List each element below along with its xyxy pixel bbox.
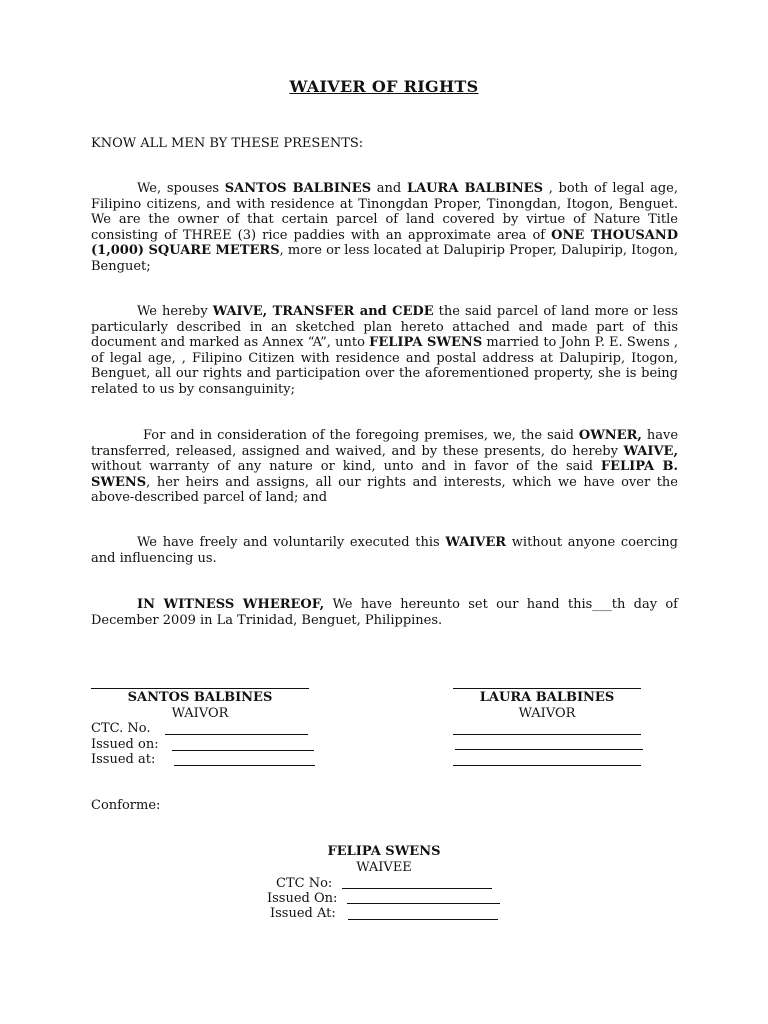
bold-run: FELIPA B. SWENS xyxy=(91,459,678,490)
bold-run: LAURA BALBINES xyxy=(406,181,543,196)
issued-at-label-waivee: Issued At: xyxy=(270,906,336,921)
bold-run: OWNER, xyxy=(578,428,642,443)
ctc-row-left xyxy=(91,721,150,737)
waivee-name: FELIPA SWENS xyxy=(327,844,441,859)
text-run: We have freely and voluntarily executed this xyxy=(137,535,446,550)
issued-at-row-left xyxy=(91,752,155,768)
text-run: have transferred, released, assigned and waived, and by these presents, do hereby xyxy=(91,428,679,459)
text-run: We have hereunto set our hand this___th day of December 2009 in La Trinidad, Benguet, Philippines. xyxy=(91,597,678,628)
signature-line-left[interactable] xyxy=(91,688,309,689)
signature-line-right[interactable] xyxy=(453,688,641,689)
paragraph-witness xyxy=(91,597,678,628)
text-run: the said parcel of land more or less particularly described in an sketched plan hereto attached and made part of this document and marked as Annex “A”, unto xyxy=(91,304,678,350)
ctc-label-left: CTC. No. xyxy=(91,721,151,736)
paragraph-consideration xyxy=(91,428,678,506)
bold-run: WAIVER xyxy=(445,535,507,550)
text-run: and xyxy=(371,181,407,196)
issued-on-field-waivee[interactable] xyxy=(347,903,500,904)
ctc-field-left[interactable] xyxy=(165,734,308,735)
text-run: We, spouses xyxy=(137,181,225,196)
issued-at-label-left: Issued at: xyxy=(91,752,156,767)
text-run: , her heirs and assigns, all our rights and interests, which we have over the above-described parcel of land; and xyxy=(91,474,678,505)
signatory-role-right: WAIVOR xyxy=(518,706,576,721)
issued-at-field-left[interactable] xyxy=(174,765,315,766)
signatory-name-right: LAURA BALBINES xyxy=(479,690,615,705)
ctc-field-waivee[interactable] xyxy=(342,888,492,889)
text-run: without anyone coercing and influencing us. xyxy=(91,535,678,566)
bold-run: ONE THOUSAND (1,000) SQUARE METERS xyxy=(91,227,678,258)
waivee-role: WAIVEE xyxy=(356,860,412,875)
issued-on-field-left[interactable] xyxy=(172,750,314,751)
text-run: , both of legal age, Filipino citizens, and with residence at Tinongdan Proper, Tinongdan, Itogon, Benguet. We are the owner of that certain parcel of land covered by virtue of Nature Title consisting of THREE (3) rice paddies with an approximate area of xyxy=(91,181,679,243)
bold-run: WAIVE, TRANSFER and CEDE xyxy=(212,304,434,319)
issued-at-field-waivee[interactable] xyxy=(348,919,498,920)
paragraph-waiver-transfer xyxy=(91,304,678,397)
issued-on-label-left: Issued on: xyxy=(91,737,159,752)
ctc-label-waivee: CTC No: xyxy=(276,876,333,891)
conforme-label: Conforme: xyxy=(91,798,161,813)
text-run: , more or less located at Dalupirip Proper, Dalupirip, Itogon, Benguet; xyxy=(91,243,678,274)
text-run: without warranty of any nature or kind, unto and in favor of the said xyxy=(91,459,601,474)
ctc-row-waivee xyxy=(276,876,332,892)
issued-at-row-waivee xyxy=(270,906,336,922)
bold-run: SANTOS BALBINES xyxy=(224,181,372,196)
bold-run: IN WITNESS WHEREOF, xyxy=(137,597,325,612)
issued-on-field-right[interactable] xyxy=(455,749,643,750)
text-run: We hereby xyxy=(137,304,213,319)
issued-on-row-waivee xyxy=(267,891,337,907)
paragraph-ownership xyxy=(91,181,678,274)
issued-at-field-right[interactable] xyxy=(453,765,641,766)
signatory-name-left: SANTOS BALBINES xyxy=(127,690,273,705)
text-run: For and in consideration of the foregoing premises, we, the said xyxy=(143,428,579,443)
bold-run: FELIPA SWENS xyxy=(369,335,483,350)
signatory-role-left: WAIVOR xyxy=(171,706,229,721)
paragraph-free-will xyxy=(91,535,678,566)
document-title: WAIVER OF RIGHTS xyxy=(289,77,479,96)
intro-line: KNOW ALL MEN BY THESE PRESENTS: xyxy=(91,136,364,151)
ctc-field-right[interactable] xyxy=(453,734,641,735)
issued-on-label-waivee: Issued On: xyxy=(267,891,338,906)
issued-on-row-left xyxy=(91,737,159,753)
text-run: married to John P. E. Swens , of legal age, , Filipino Citizen with residence and postal address at Dalupirip, Itogon, Benguet, all our rights and participation over the aforementioned property, she is being related to us by consanguinity; xyxy=(91,335,678,397)
bold-run: WAIVE, xyxy=(623,443,678,459)
